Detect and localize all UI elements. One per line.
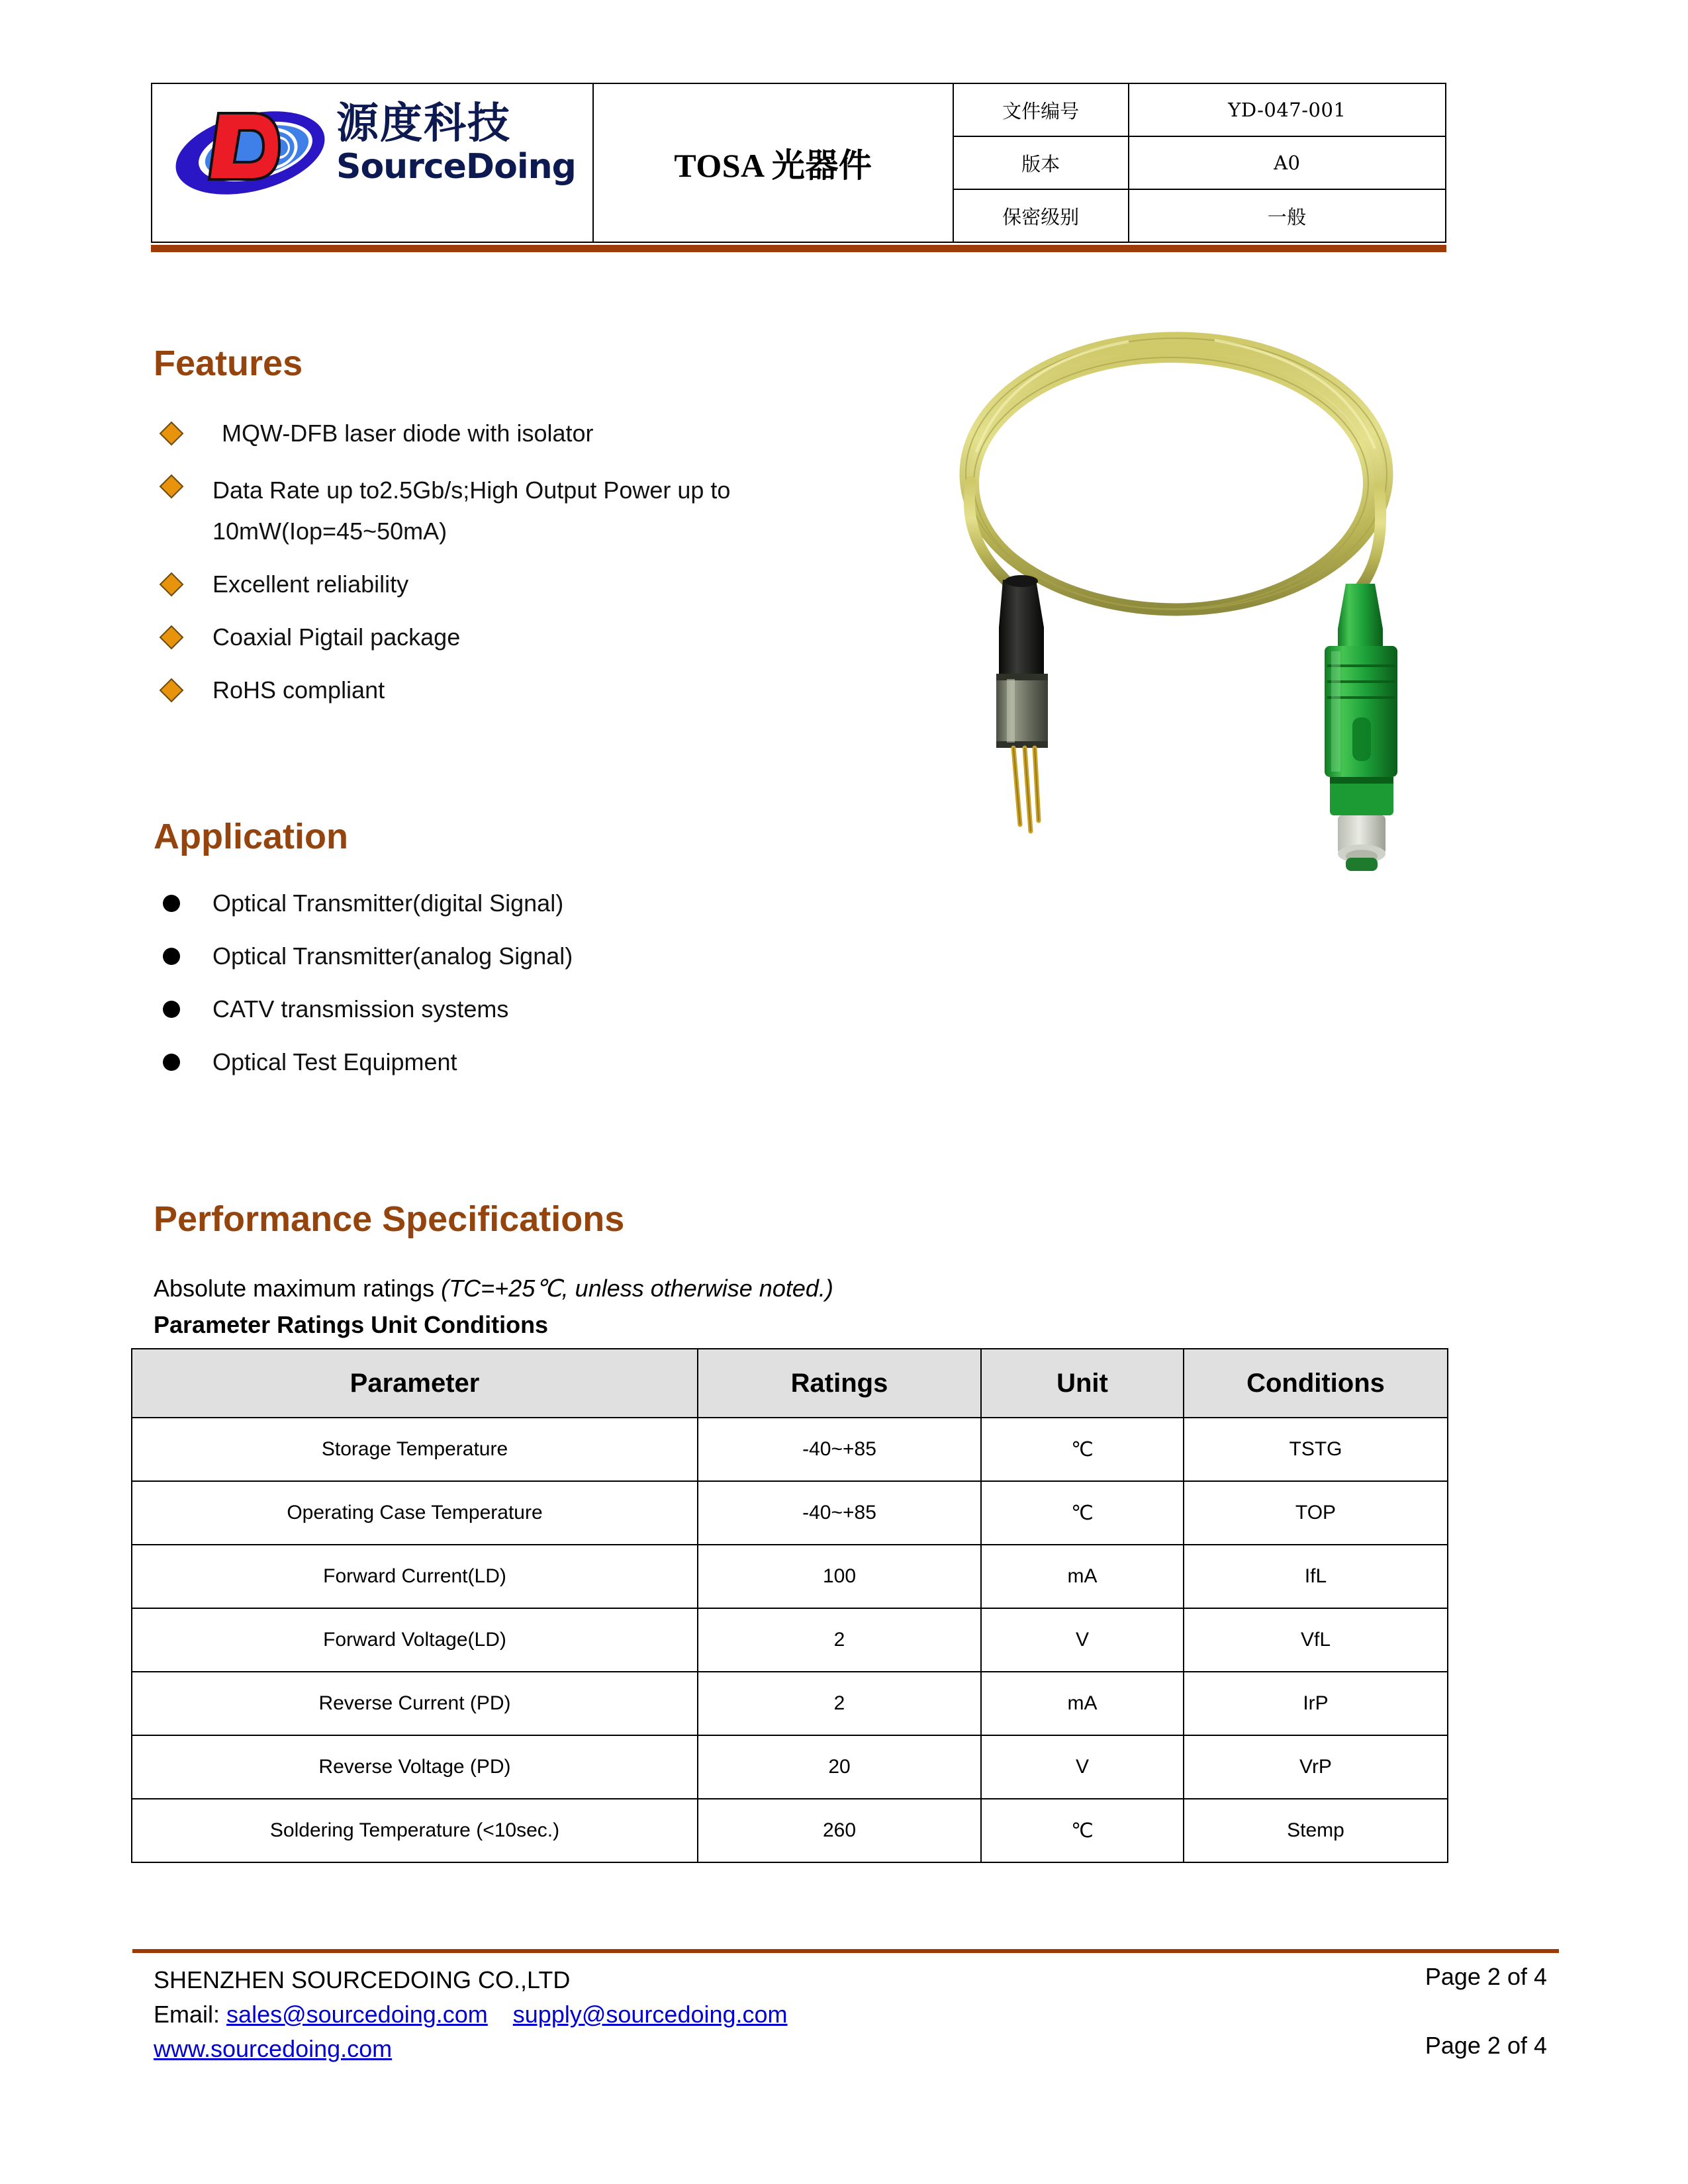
feature-item — [156, 621, 904, 654]
cell-condition: TOP — [1184, 1481, 1448, 1545]
cell-rating: 2 — [698, 1672, 981, 1735]
cell-rating: 2 — [698, 1608, 981, 1672]
document-header-table — [151, 83, 1446, 243]
application-list — [156, 887, 904, 1099]
feature-text-line1: Data Rate up to2.5Gb/s;High Output Power up to — [212, 477, 731, 504]
footer-divider-rule — [132, 1949, 1559, 1953]
cell-parameter: Operating Case Temperature — [132, 1481, 698, 1545]
feature-text: RoHS compliant — [212, 676, 385, 704]
application-heading: Application — [154, 817, 348, 856]
column-header-parameter: Parameter — [132, 1349, 698, 1418]
footer-email-sales-link[interactable]: sales@sourcedoing.com — [226, 2001, 488, 2028]
meta-value-version: A0 — [1129, 136, 1446, 189]
footer-email-row — [154, 1997, 788, 2032]
dot-bullet-icon — [163, 895, 180, 912]
footer-contact-block — [154, 1963, 788, 2066]
cell-rating: 260 — [698, 1799, 981, 1862]
meta-value-doc-number: YD-047-001 — [1129, 83, 1446, 136]
header-divider-rule — [151, 245, 1446, 252]
table-row — [132, 1672, 1448, 1735]
table-row — [132, 1608, 1448, 1672]
absolute-maximum-ratings-table — [131, 1348, 1448, 1863]
cell-condition: Stemp — [1184, 1799, 1448, 1862]
caption-plain-text: Absolute maximum ratings — [154, 1275, 442, 1302]
cell-parameter: Forward Current(LD) — [132, 1545, 698, 1608]
feature-text-line2: 10mW(Iop=45~50mA) — [212, 518, 447, 545]
product-photo-tosa-pigtail — [930, 316, 1413, 915]
features-list — [156, 417, 904, 727]
cell-unit: ℃ — [981, 1418, 1184, 1481]
company-logo — [152, 85, 576, 241]
cell-unit: mA — [981, 1672, 1184, 1735]
cell-unit: ℃ — [981, 1799, 1184, 1862]
features-heading: Features — [154, 343, 303, 383]
caption-italic-text: (TC=+25℃, unless otherwise noted.) — [441, 1275, 833, 1302]
sourcedoing-logo-icon — [171, 105, 330, 198]
document-title: TOSA 光器件 — [674, 147, 872, 184]
feature-item — [156, 674, 904, 707]
diamond-bullet-icon — [160, 572, 184, 597]
application-item — [156, 1046, 904, 1079]
cell-parameter: Reverse Voltage (PD) — [132, 1735, 698, 1799]
logo-wordmark — [336, 99, 576, 187]
logo-chinese-name: 源度科技 — [336, 99, 511, 148]
table-row — [132, 1418, 1448, 1481]
dot-bullet-icon — [163, 1054, 180, 1071]
footer-email-supply-link[interactable]: supply@sourcedoing.com — [512, 2001, 788, 2028]
application-text: Optical Transmitter(digital Signal) — [212, 889, 564, 917]
absolute-max-ratings-caption — [154, 1274, 833, 1303]
diamond-bullet-icon — [160, 625, 184, 650]
application-text: Optical Test Equipment — [212, 1048, 457, 1075]
feature-item — [156, 568, 904, 601]
table-row — [132, 1481, 1448, 1545]
diamond-bullet-icon — [160, 475, 184, 499]
cell-rating: 100 — [698, 1545, 981, 1608]
footer-page-number-bottom: Page 2 of 4 — [1425, 2032, 1547, 2059]
meta-value-confidentiality: 一般 — [1129, 189, 1446, 242]
feature-item — [156, 470, 904, 552]
cell-parameter: Reverse Current (PD) — [132, 1672, 698, 1735]
footer-page-number-top: Page 2 of 4 — [1425, 1963, 1547, 1990]
cell-condition: TSTG — [1184, 1418, 1448, 1481]
feature-text: MQW-DFB laser diode with isolator — [222, 420, 594, 447]
meta-label-version: 版本 — [953, 136, 1129, 189]
meta-label-doc-number: 文件编号 — [953, 83, 1129, 136]
application-item — [156, 993, 904, 1026]
feature-text: Coaxial Pigtail package — [212, 623, 461, 651]
application-text: CATV transmission systems — [212, 995, 509, 1023]
column-header-ratings: Ratings — [698, 1349, 981, 1418]
column-header-unit: Unit — [981, 1349, 1184, 1418]
page-footer — [132, 1959, 1559, 2091]
sc-apc-connector — [1325, 584, 1397, 871]
table-row — [132, 1735, 1448, 1799]
cell-rating: 20 — [698, 1735, 981, 1799]
cell-parameter: Forward Voltage(LD) — [132, 1608, 698, 1672]
cell-condition: VfL — [1184, 1608, 1448, 1672]
cell-condition: IfL — [1184, 1545, 1448, 1608]
table-header-row — [132, 1349, 1448, 1418]
table-subheading: Parameter Ratings Unit Conditions — [154, 1311, 549, 1338]
to-can-package — [996, 575, 1048, 831]
document-title-cell — [593, 83, 953, 242]
cell-unit: V — [981, 1735, 1184, 1799]
cell-parameter: Storage Temperature — [132, 1418, 698, 1481]
table-row — [132, 1545, 1448, 1608]
table-row — [132, 1799, 1448, 1862]
cell-unit: V — [981, 1608, 1184, 1672]
footer-email-label: Email: — [154, 2001, 220, 2028]
cell-rating: -40~+85 — [698, 1481, 981, 1545]
dot-bullet-icon — [163, 948, 180, 965]
feature-item — [156, 417, 904, 450]
cell-condition: IrP — [1184, 1672, 1448, 1735]
application-item — [156, 887, 904, 920]
cell-condition: VrP — [1184, 1735, 1448, 1799]
column-header-conditions: Conditions — [1184, 1349, 1448, 1418]
cell-parameter: Soldering Temperature (<10sec.) — [132, 1799, 698, 1862]
cell-rating: -40~+85 — [698, 1418, 981, 1481]
footer-website-link[interactable]: www.sourcedoing.com — [154, 2035, 393, 2062]
footer-website-row — [154, 2032, 788, 2066]
application-text: Optical Transmitter(analog Signal) — [212, 942, 573, 970]
logo-english-name: SourceDoing — [336, 146, 576, 187]
feature-text: Excellent reliability — [212, 570, 409, 598]
dot-bullet-icon — [163, 1001, 180, 1018]
cell-unit: ℃ — [981, 1481, 1184, 1545]
diamond-bullet-icon — [160, 678, 184, 703]
meta-label-confidentiality: 保密级别 — [953, 189, 1129, 242]
diamond-bullet-icon — [160, 422, 184, 446]
footer-company-name: SHENZHEN SOURCEDOING CO.,LTD — [154, 1966, 571, 1993]
application-item — [156, 940, 904, 973]
logo-cell — [152, 83, 593, 242]
cell-unit: mA — [981, 1545, 1184, 1608]
performance-specifications-heading: Performance Specifications — [154, 1199, 625, 1239]
